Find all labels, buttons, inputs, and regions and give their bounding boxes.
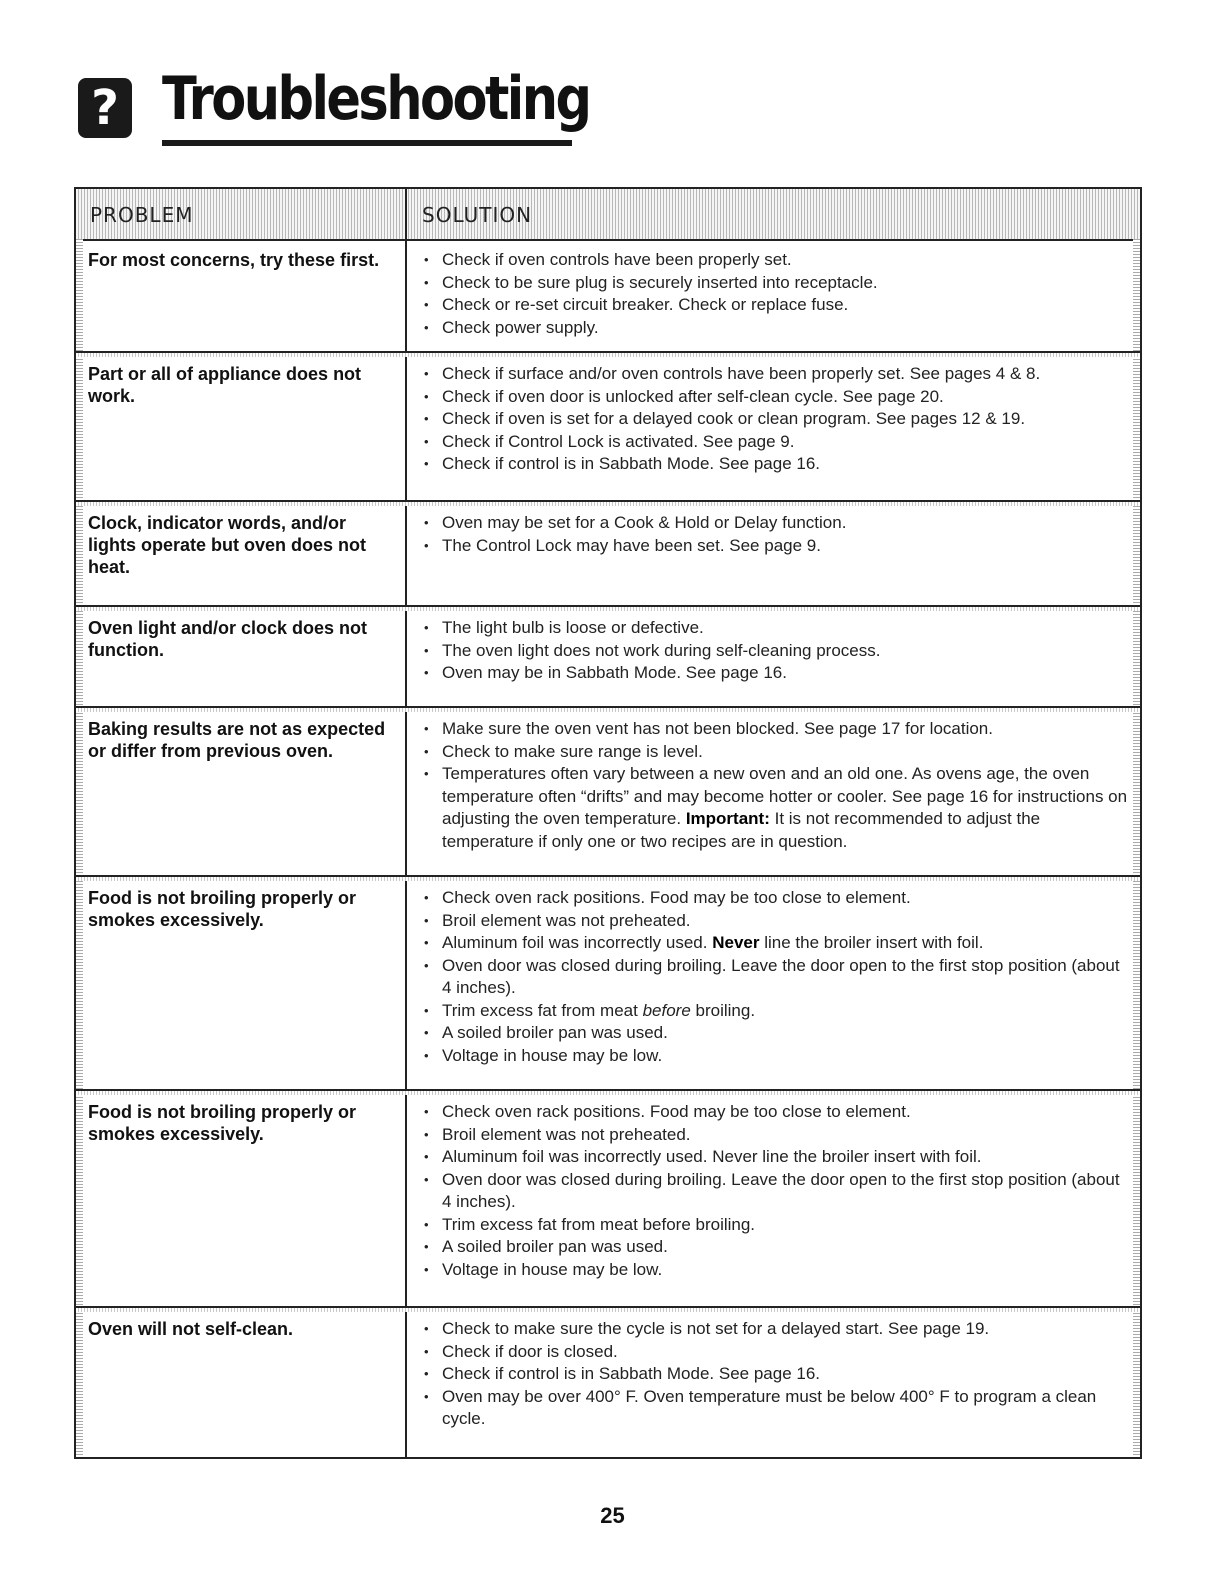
solution-item bbox=[422, 249, 1128, 272]
problem-text: Oven light and/or clock does not function. bbox=[88, 618, 368, 660]
page-number: 25 bbox=[600, 1503, 625, 1528]
solution-text: Oven may be over 400° F. Oven temperature must be below 400° F to program a clean cycle. bbox=[442, 1386, 1097, 1428]
solution-item bbox=[422, 1259, 1128, 1282]
row-separator bbox=[76, 1091, 1140, 1095]
solution-list bbox=[422, 1101, 1128, 1281]
solution-item bbox=[422, 1045, 1128, 1068]
solution-text: Broil element was not preheated. bbox=[442, 910, 691, 930]
solution-text: Check if oven controls have been properly set. bbox=[442, 250, 792, 269]
table-row bbox=[76, 607, 1140, 708]
solution-item bbox=[422, 1386, 1128, 1431]
row-separator bbox=[76, 353, 1140, 357]
table-row bbox=[76, 239, 1140, 353]
solution-item bbox=[422, 1022, 1128, 1045]
solution-list bbox=[422, 718, 1128, 853]
problem-text: Food is not broiling properly or smokes excessively. bbox=[88, 888, 356, 930]
table-row bbox=[76, 353, 1140, 502]
solution-text: Aluminum foil was incorrectly used. bbox=[442, 933, 713, 952]
solution-text: Check to be sure plug is securely inserted into receptacle. bbox=[442, 272, 878, 292]
solution-text: Temperatures often vary between a new oven and an old one. As ovens age, the oven temperature often “drifts” and may become hotter or cooler. See page 16 for instructions on adjusting the oven temperature. bbox=[442, 764, 1128, 828]
solution-text: It is not recommended to adjust the temperature if only one or two recipes are in question. bbox=[442, 809, 1041, 851]
solution-item bbox=[422, 431, 1128, 454]
solution-text: Check to make sure range is level. bbox=[442, 741, 703, 761]
solution-text: Trim excess fat from meat before broiling. bbox=[442, 1214, 756, 1234]
solution-list bbox=[422, 617, 1128, 685]
problem-text: Food is not broiling properly or smokes excessively. bbox=[88, 1102, 356, 1144]
solution-item bbox=[422, 1363, 1128, 1386]
page-title: Troubleshooting bbox=[162, 64, 590, 134]
solution-text: The Control Lock may have been set. See page 9. bbox=[442, 535, 821, 555]
solution-text: Oven door was closed during broiling. Leave the door open to the first stop position (about 4 inches). bbox=[442, 955, 1120, 997]
solution-text: Oven door was closed during broiling. Leave the door open to the first stop position (about 4 inches). bbox=[442, 1169, 1120, 1211]
solution-item bbox=[422, 763, 1128, 853]
row-separator bbox=[76, 708, 1140, 712]
solution-text: Check if oven door is unlocked after self-clean cycle. See page 20. bbox=[442, 386, 944, 406]
table-row bbox=[76, 502, 1140, 607]
solution-text: Check oven rack positions. Food may be too close to element. bbox=[442, 1102, 911, 1121]
problem-text: Oven will not self-clean. bbox=[88, 1319, 294, 1339]
solution-item bbox=[422, 317, 1128, 340]
solution-text: Check or re-set circuit breaker. Check or replace fuse. bbox=[442, 295, 849, 314]
solution-text: Check to make sure the cycle is not set for a delayed start. See page 19. bbox=[442, 1319, 990, 1338]
solution-item bbox=[422, 617, 1128, 640]
solution-item bbox=[422, 910, 1128, 933]
problem-text: Clock, indicator words, and/or lights operate but oven does not heat. bbox=[88, 513, 367, 577]
solution-text: Voltage in house may be low. bbox=[442, 1045, 663, 1065]
solution-item bbox=[422, 386, 1128, 409]
solution-list bbox=[422, 1318, 1128, 1431]
solution-item bbox=[422, 887, 1128, 910]
solution-item bbox=[422, 662, 1128, 685]
solution-item bbox=[422, 741, 1128, 764]
solution-list bbox=[422, 363, 1128, 476]
solution-item bbox=[422, 1169, 1128, 1214]
solution-text: Make sure the oven vent has not been blocked. See page 17 for location. bbox=[442, 719, 993, 738]
solution-text: Check if surface and/or oven controls have been properly set. See pages 4 & 8. bbox=[442, 364, 1041, 383]
solution-text: Voltage in house may be low. bbox=[442, 1259, 663, 1279]
solution-text: line the broiler insert with foil. bbox=[759, 933, 984, 952]
solution-list bbox=[422, 887, 1128, 1067]
solution-text: Oven may be set for a Cook & Hold or Delay function. bbox=[442, 513, 847, 532]
solution-item bbox=[422, 1101, 1128, 1124]
row-separator bbox=[76, 1308, 1140, 1312]
solution-text: Check if control is in Sabbath Mode. See page 16. bbox=[442, 454, 821, 473]
solution-item bbox=[422, 1124, 1128, 1147]
solution-text: The oven light does not work during self-cleaning process. bbox=[442, 640, 881, 660]
table-row bbox=[76, 708, 1140, 877]
solution-item bbox=[422, 272, 1128, 295]
solution-item bbox=[422, 294, 1128, 317]
solution-item bbox=[422, 408, 1128, 431]
solution-text: Trim excess fat from meat bbox=[442, 1000, 643, 1020]
solution-item bbox=[422, 363, 1128, 386]
solution-item bbox=[422, 1318, 1128, 1341]
row-separator bbox=[76, 607, 1140, 611]
table-row bbox=[76, 1091, 1140, 1308]
solution-text: Check power supply. bbox=[442, 317, 599, 337]
solution-text: A soiled broiler pan was used. bbox=[442, 1023, 668, 1042]
problem-column-header: PROBLEM bbox=[90, 203, 194, 227]
solution-column-header: SOLUTION bbox=[422, 203, 533, 227]
solution-item bbox=[422, 1146, 1128, 1169]
solution-item bbox=[422, 640, 1128, 663]
solution-text: broiling. bbox=[690, 1000, 756, 1020]
solution-item bbox=[422, 932, 1128, 955]
solution-text: Check if door is closed. bbox=[442, 1341, 618, 1361]
solution-text: A soiled broiler pan was used. bbox=[442, 1237, 668, 1256]
solution-list bbox=[422, 512, 1128, 557]
solution-item bbox=[422, 535, 1128, 558]
solution-text: Check oven rack positions. Food may be too close to element. bbox=[442, 888, 911, 907]
solution-item bbox=[422, 718, 1128, 741]
table-header-row bbox=[76, 189, 1140, 241]
emphasis-text: Never bbox=[712, 933, 760, 952]
troubleshooting-table bbox=[74, 187, 1142, 1459]
table-row bbox=[76, 877, 1140, 1091]
solution-item bbox=[422, 453, 1128, 476]
problem-text: For most concerns, try these first. bbox=[88, 250, 380, 270]
solution-item bbox=[422, 1341, 1128, 1364]
problem-text: Baking results are not as expected or differ from previous oven. bbox=[88, 719, 386, 761]
title-underline bbox=[162, 140, 572, 146]
solution-text: Check if control is in Sabbath Mode. See page 16. bbox=[442, 1364, 821, 1383]
solution-text: The light bulb is loose or defective. bbox=[442, 618, 704, 637]
solution-item bbox=[422, 955, 1128, 1000]
emphasis-text: Important: bbox=[685, 809, 770, 828]
row-separator bbox=[76, 877, 1140, 881]
solution-item bbox=[422, 1214, 1128, 1237]
question-mark-icon: ? bbox=[78, 78, 132, 138]
solution-text: Broil element was not preheated. bbox=[442, 1124, 691, 1144]
solution-text: Check if Control Lock is activated. See page 9. bbox=[442, 431, 795, 451]
solution-text: Check if oven is set for a delayed cook or clean program. See pages 12 & 19. bbox=[442, 409, 1026, 428]
italic-text: before bbox=[642, 1000, 691, 1020]
solution-item bbox=[422, 512, 1128, 535]
solution-text: Oven may be in Sabbath Mode. See page 16. bbox=[442, 663, 787, 682]
solution-text: Aluminum foil was incorrectly used. Never line the broiler insert with foil. bbox=[442, 1147, 982, 1166]
table-row bbox=[76, 1308, 1140, 1457]
problem-text: Part or all of appliance does not work. bbox=[88, 364, 362, 406]
solution-item bbox=[422, 1000, 1128, 1023]
solution-list bbox=[422, 249, 1128, 339]
row-separator bbox=[76, 502, 1140, 506]
solution-item bbox=[422, 1236, 1128, 1259]
